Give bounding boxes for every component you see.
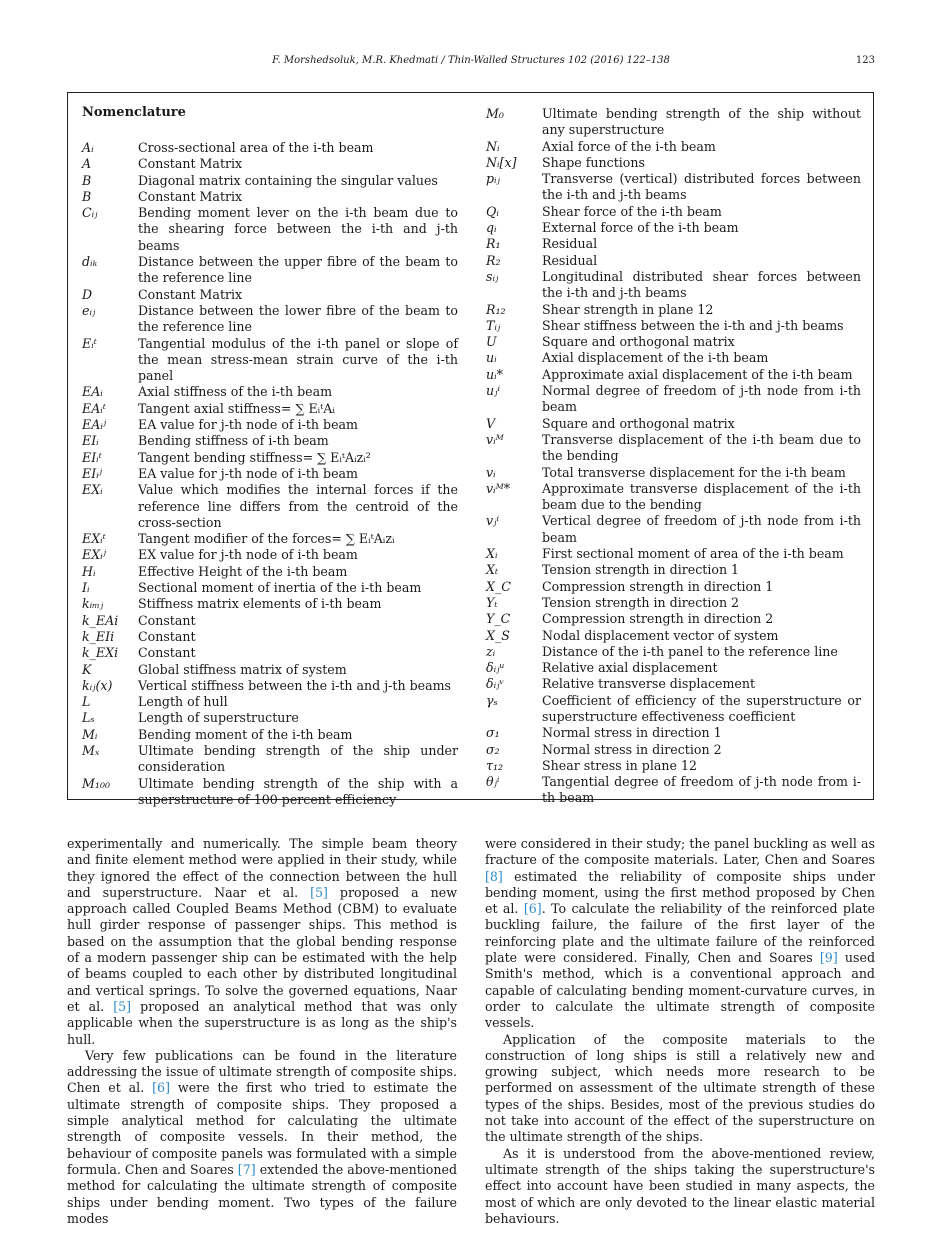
nomenclature-entry (82, 662, 458, 678)
nomenclature-definition: Shear stress in plane 12 (542, 757, 697, 773)
nomenclature-symbol: pᵢⱼ (486, 171, 500, 187)
nomenclature-entry (486, 644, 861, 660)
nomenclature-symbol: γₛ (486, 692, 498, 708)
nomenclature-entry (82, 776, 458, 809)
nomenclature-entry (486, 758, 861, 774)
page-header (67, 55, 875, 71)
nomenclature-entry (486, 725, 861, 741)
nomenclature-entry (486, 236, 861, 252)
nomenclature-definition: Normal stress in direction 1 (542, 725, 722, 741)
nomenclature-entry (486, 465, 861, 481)
nomenclature-entry (82, 482, 458, 531)
nomenclature-definition: Tangent axial stiffness= ∑ EᵢᵗAᵢ (138, 400, 335, 416)
nomenclature-definition: Shear stiffness between the i-th and j-th beams (542, 317, 844, 333)
nomenclature-definition: Cross-sectional area of the i-th beam (138, 140, 374, 155)
nomenclature-symbol: σ₁ (486, 725, 500, 741)
nomenclature-definition: Sectional moment of inertia of the i-th beam (138, 580, 422, 596)
nomenclature-definition: Ultimate bending strength of the ship under consideration (138, 742, 458, 775)
nomenclature-definition: Longitudinal distributed shear forces between the i-th and j-th beams (542, 268, 861, 301)
nomenclature-symbol: δᵢⱼᵛ (486, 676, 505, 692)
nomenclature-symbol: Mₓ (82, 742, 100, 758)
nomenclature-entry (486, 334, 861, 350)
nomenclature-symbol: vᵢᴹ* (486, 480, 511, 496)
nomenclature-right-column (486, 106, 861, 807)
nomenclature-definition: First sectional moment of area of the i-th beam (542, 546, 844, 562)
nomenclature-definition: Axial stiffness of the i-th beam (138, 384, 333, 400)
nomenclature-entry (82, 287, 458, 303)
nomenclature-definition: Tangential modulus of the i-th panel or slope of the mean stress-mean strain curve of the i-th panel (138, 335, 458, 384)
nomenclature-entry (486, 416, 861, 432)
nomenclature-entry (82, 173, 458, 189)
nomenclature-symbol: qᵢ (486, 220, 497, 236)
nomenclature-entry (82, 189, 458, 205)
nomenclature-symbol: EIᵢʲ (82, 465, 103, 481)
nomenclature-entry (82, 678, 458, 694)
nomenclature-symbol: uⱼⁱ (486, 383, 500, 399)
nomenclature-symbol: U (486, 334, 497, 350)
nomenclature-entry (82, 417, 458, 433)
nomenclature-entry (486, 676, 861, 692)
nomenclature-entry (82, 710, 458, 726)
nomenclature-entry (486, 432, 861, 465)
nomenclature-definition: Bending moment lever on the i-th beam due to the shearing force between the i-th and j-th beams (138, 205, 458, 253)
nomenclature-entry (82, 531, 458, 547)
nomenclature-symbol: Xₜ (486, 562, 499, 578)
nomenclature-symbol: Iᵢ (82, 580, 90, 596)
nomenclature-definition: EX value for j-th node of i-th beam (138, 547, 358, 563)
nomenclature-symbol: EXᵢᵗ (82, 531, 106, 547)
journal-citation: F. Morshedsoluk, M.R. Khedmati / Thin-Walled Structures 102 (2016) 122–138 (272, 55, 670, 66)
nomenclature-symbol: vⱼⁱ (486, 513, 499, 529)
nomenclature-entry (82, 401, 458, 417)
nomenclature-symbol: σ₂ (486, 741, 500, 757)
nomenclature-definition: Residual (542, 236, 598, 252)
nomenclature-entry (82, 450, 458, 466)
nomenclature-entry (82, 613, 458, 629)
nomenclature-definition: Constant (138, 628, 196, 644)
nomenclature-symbol: EAᵢʲ (82, 417, 107, 433)
nomenclature-symbol: Hᵢ (82, 563, 96, 579)
nomenclature-definition: Compression strength in direction 1 (542, 578, 774, 594)
body-paragraph: Application of the composite materials to the construction of long ships is still a relatively new and growing subject, which needs more research to be performed on assessment of the ultimate strength of these types of the ships. Besides, most of the previous studies do not take into account of the effect of the superstructure on the ultimate strength of the ships. (485, 1031, 875, 1145)
nomenclature-definition: Tangential degree of freedom of j-th node from i-th beam (542, 774, 861, 806)
nomenclature-entry (486, 693, 861, 726)
nomenclature-definition: Normal stress in direction 2 (542, 741, 722, 757)
nomenclature-entry (82, 156, 458, 172)
nomenclature-symbol: R₁ (486, 236, 501, 252)
nomenclature-definition: Distance between the upper fibre of the beam to the reference line (138, 254, 458, 286)
nomenclature-definition: Coefficient of efficiency of the superstructure or superstructure effectiveness coefficient (542, 692, 861, 724)
nomenclature-definition: Diagonal matrix containing the singular values (138, 172, 438, 188)
nomenclature-symbol: EAᵢ (82, 384, 103, 400)
citation-link[interactable]: [6] (152, 1080, 170, 1096)
nomenclature-entry (486, 171, 861, 204)
nomenclature-entry (486, 302, 861, 318)
body-right-column (485, 836, 875, 1227)
nomenclature-definition: Nodal displacement vector of system (542, 627, 779, 643)
nomenclature-entry (82, 303, 458, 336)
nomenclature-definition: Normal degree of freedom of j-th node from i-th beam (542, 383, 861, 415)
nomenclature-entry (486, 106, 861, 139)
nomenclature-definition: Global stiffness matrix of system (138, 661, 347, 677)
nomenclature-symbol: uᵢ (486, 350, 497, 366)
nomenclature-box (67, 92, 874, 807)
nomenclature-entry (82, 596, 458, 612)
nomenclature-symbol: Mᵢ (82, 726, 98, 742)
nomenclature-entry (82, 547, 458, 563)
nomenclature-entry (486, 204, 861, 220)
body-left-column (67, 836, 457, 1227)
nomenclature-definition: Vertical degree of freedom of j-th node from i-th beam (542, 513, 861, 545)
nomenclature-symbol: X_C (486, 578, 511, 594)
nomenclature-definition: Constant (138, 645, 196, 661)
nomenclature-symbol: EIᵢᵗ (82, 449, 102, 465)
nomenclature-definition: Approximate transverse displacement of the i-th beam due to the bending (542, 480, 861, 513)
nomenclature-definition: Bending stiffness of i-th beam (138, 433, 329, 449)
nomenclature-definition: EA value for j-th node of i-th beam (138, 465, 358, 481)
nomenclature-entry (486, 546, 861, 562)
nomenclature-definition: Value which modifies the internal forces if the reference line differs from the centroid of the cross-section (138, 482, 458, 530)
nomenclature-symbol: Lₛ (82, 710, 95, 726)
nomenclature-entry (82, 140, 458, 156)
nomenclature-entry (82, 205, 458, 254)
nomenclature-symbol: EXᵢ (82, 482, 103, 498)
nomenclature-definition: Tangent bending stiffness= ∑ EᵢᵗAᵢzᵢ² (138, 449, 371, 465)
nomenclature-entry (486, 318, 861, 334)
nomenclature-symbol: D (82, 286, 93, 302)
nomenclature-definition: Distance of the i-th panel to the reference line (542, 643, 838, 659)
nomenclature-entry (486, 562, 861, 578)
nomenclature-symbol: sᵢⱼ (486, 268, 499, 284)
nomenclature-entry (486, 660, 861, 676)
nomenclature-definition: Transverse (vertical) distributed forces between the i-th and j-th beams (542, 171, 861, 203)
nomenclature-symbol: B (82, 172, 92, 188)
nomenclature-entry (82, 580, 458, 596)
nomenclature-definition: Square and orthogonal matrix (542, 334, 735, 350)
body-paragraph: Very few publications can be found in the literature addressing the issue of ultimate strength of composite ships. Chen et al. [6] were the first who tried to estimate the ultimate strength of composite ships. They proposed a simple analytical method for calculating the ultimate strength of composite vessels. In their method, the behaviour of composite panels was formulated with a simple formula. Chen and Soares [7] extended the above-mentioned method for calculating the ultimate strength of composite ships under bending moment. Two types of the failure modes (67, 1047, 458, 1226)
nomenclature-symbol: vᵢ (486, 464, 496, 480)
nomenclature-symbol: M₀ (486, 106, 504, 121)
nomenclature-symbol: Cᵢⱼ (82, 205, 98, 221)
nomenclature-symbol: EXᵢʲ (82, 547, 107, 563)
nomenclature-definition: Ultimate bending strength of the ship with a superstructure of 100 percent efficiency (138, 775, 458, 807)
nomenclature-entry (486, 269, 861, 302)
nomenclature-definition: EA value for j-th node of i-th beam (138, 417, 358, 433)
nomenclature-entry (82, 564, 458, 580)
nomenclature-definition: Transverse displacement of the i-th beam due to the bending (542, 431, 861, 464)
nomenclature-symbol: dᵢₖ (82, 254, 98, 270)
nomenclature-symbol: L (82, 694, 91, 710)
nomenclature-symbol: Nᵢ[x] (486, 154, 517, 170)
nomenclature-entry (82, 466, 458, 482)
nomenclature-definition: Approximate axial displacement of the i-th beam (542, 366, 853, 382)
nomenclature-entry (486, 513, 861, 546)
nomenclature-definition: Relative transverse displacement (542, 676, 756, 692)
nomenclature-definition: Compression strength in direction 2 (542, 611, 774, 627)
nomenclature-symbol: V (486, 415, 496, 431)
nomenclature-entry (486, 155, 861, 171)
nomenclature-entry (82, 384, 458, 400)
nomenclature-definition: Shear force of the i-th beam (542, 203, 722, 219)
nomenclature-symbol: θⱼⁱ (486, 774, 500, 790)
nomenclature-definition: Tension strength in direction 1 (542, 562, 740, 578)
nomenclature-entry (486, 481, 861, 514)
nomenclature-definition: Tangent modifier of the forces= ∑ EᵢᵗAᵢzᵢ (138, 531, 395, 547)
nomenclature-entry (82, 645, 458, 661)
nomenclature-symbol: Aᵢ (82, 140, 94, 155)
nomenclature-entry (82, 727, 458, 743)
nomenclature-entry (486, 595, 861, 611)
body-paragraph: experimentally and numerically. The simple beam theory and finite element method were applied in their study, while they ignored the effect of the connection between the hull and superstructure. Naar et al. [5] proposed a new approach called Coupled Beams Method (CBM) to evaluate hull girder response of passenger ships. This method is based on the assumption that the global bending response of a modern passenger ship can be estimated with the help of beams coupled to each other by distributed longitudinal and vertical springs. To solve the governed equations, Naar et al. [5] proposed an analytical method that was only applicable when the superstructure is as long as the ship's hull. (67, 836, 457, 1047)
nomenclature-symbol: eᵢⱼ (82, 302, 96, 318)
nomenclature-left-column (82, 140, 458, 808)
nomenclature-definition: Length of superstructure (138, 710, 299, 726)
nomenclature-symbol: B (82, 188, 92, 204)
nomenclature-definition: Tension strength in direction 2 (542, 594, 740, 610)
nomenclature-entry (82, 336, 458, 385)
citation-link[interactable]: [7] (237, 1161, 256, 1177)
nomenclature-symbol: kᵢₘⱼ (82, 596, 104, 612)
citation-link[interactable]: [5] (113, 998, 132, 1014)
nomenclature-symbol: τ₁₂ (486, 757, 504, 773)
nomenclature-definition: Stiffness matrix elements of i-th beam (138, 596, 382, 612)
page-number: 123 (855, 55, 875, 66)
nomenclature-definition: Length of hull (138, 694, 228, 710)
nomenclature-symbol: Qᵢ (486, 203, 499, 219)
nomenclature-definition: Shear strength in plane 12 (542, 301, 714, 317)
nomenclature-definition: Distance between the lower fibre of the beam to the reference line (138, 302, 458, 335)
nomenclature-entry (82, 433, 458, 449)
nomenclature-symbol: EAᵢᵗ (82, 400, 106, 416)
nomenclature-definition: Constant Matrix (138, 286, 243, 302)
nomenclature-definition: Axial displacement of the i-th beam (542, 350, 769, 366)
nomenclature-definition: Relative axial displacement (542, 660, 718, 676)
nomenclature-entry (82, 254, 458, 287)
nomenclature-symbol: k_EXi (82, 645, 119, 661)
nomenclature-entry (82, 743, 458, 776)
nomenclature-entry (486, 383, 861, 416)
nomenclature-symbol: k_EIi (82, 628, 115, 644)
citation-link[interactable]: [8] (485, 868, 503, 884)
nomenclature-symbol: Eᵢᵗ (82, 335, 97, 351)
nomenclature-entry (486, 253, 861, 269)
nomenclature-definition: Bending moment of the i-th beam (138, 726, 353, 742)
nomenclature-symbol: vᵢᴹ (486, 431, 504, 447)
nomenclature-symbol: R₁₂ (486, 301, 506, 317)
nomenclature-symbol: A (82, 156, 92, 172)
nomenclature-definition: Residual (542, 252, 598, 268)
nomenclature-entry (486, 742, 861, 758)
nomenclature-symbol: X_S (486, 627, 510, 643)
nomenclature-symbol: k_EAi (82, 612, 119, 628)
nomenclature-symbol: R₂ (486, 252, 501, 268)
nomenclature-symbol: Xᵢ (486, 546, 498, 562)
citation-link[interactable]: [6] (523, 901, 542, 917)
nomenclature-definition: Constant Matrix (138, 156, 243, 172)
nomenclature-symbol: kᵢⱼ(x) (82, 677, 113, 693)
nomenclature-symbol: K (82, 661, 92, 677)
nomenclature-entry (486, 350, 861, 366)
nomenclature-symbol: Yₜ (486, 594, 498, 610)
body-paragraph: As it is understood from the above-mentioned review, ultimate strength of the ships taking the superstructure's effect into account have been studied in many aspects, the most of which are only devoted to the linear elastic material behaviours. (485, 1145, 875, 1226)
nomenclature-definition: Constant (138, 612, 196, 628)
nomenclature-definition: Effective Height of the i-th beam (138, 563, 348, 579)
nomenclature-definition: Shape functions (542, 154, 645, 170)
nomenclature-title: Nomenclature (82, 105, 186, 120)
nomenclature-entry (82, 629, 458, 645)
nomenclature-entry (486, 220, 861, 236)
nomenclature-symbol: Nᵢ (486, 138, 500, 154)
body-paragraph: were considered in their study; the panel buckling as well as fracture of the composite materials. Later, Chen and Soares [8] estimated the reliability of composite ships under bending moment, using the first method proposed by Chen et al. [6]. To calculate the reliability of the reinforced plate buckling failure, the failure of the first layer of the reinforcing plate and the ultimate failure of the reinforced plate were considered. Finally, Chen and Soares [9] used Smith's method, which is a conventional approach and capable of calculating bending moment-curvature curves, in order to calculate the ultimate strength of composite vessels. (485, 836, 876, 1031)
nomenclature-entry (486, 628, 861, 644)
nomenclature-entry (486, 579, 861, 595)
nomenclature-definition: Constant Matrix (138, 188, 243, 204)
nomenclature-symbol: Tᵢⱼ (486, 317, 501, 333)
nomenclature-symbol: zᵢ (486, 643, 496, 659)
nomenclature-symbol: uᵢ* (486, 366, 503, 382)
citation-link[interactable]: [5] (310, 884, 328, 900)
nomenclature-symbol: Y_C (486, 611, 511, 627)
nomenclature-symbol: EIᵢ (82, 433, 99, 449)
nomenclature-entry (486, 611, 861, 627)
nomenclature-entry (486, 774, 861, 807)
nomenclature-symbol: δᵢⱼᵘ (486, 660, 505, 676)
nomenclature-entry (486, 139, 861, 155)
nomenclature-definition: External force of the i-th beam (542, 220, 739, 236)
nomenclature-symbol: M₁₀₀ (82, 775, 111, 791)
citation-link[interactable]: [9] (819, 950, 838, 966)
nomenclature-definition: Total transverse displacement for the i-th beam (542, 464, 846, 480)
nomenclature-definition: Vertical stiffness between the i-th and j-th beams (138, 677, 451, 693)
nomenclature-entry (486, 367, 861, 383)
nomenclature-definition: Ultimate bending strength of the ship without any superstructure (542, 106, 861, 138)
nomenclature-definition: Square and orthogonal matrix (542, 415, 735, 431)
nomenclature-entry (82, 694, 458, 710)
nomenclature-definition: Axial force of the i-th beam (542, 138, 716, 154)
